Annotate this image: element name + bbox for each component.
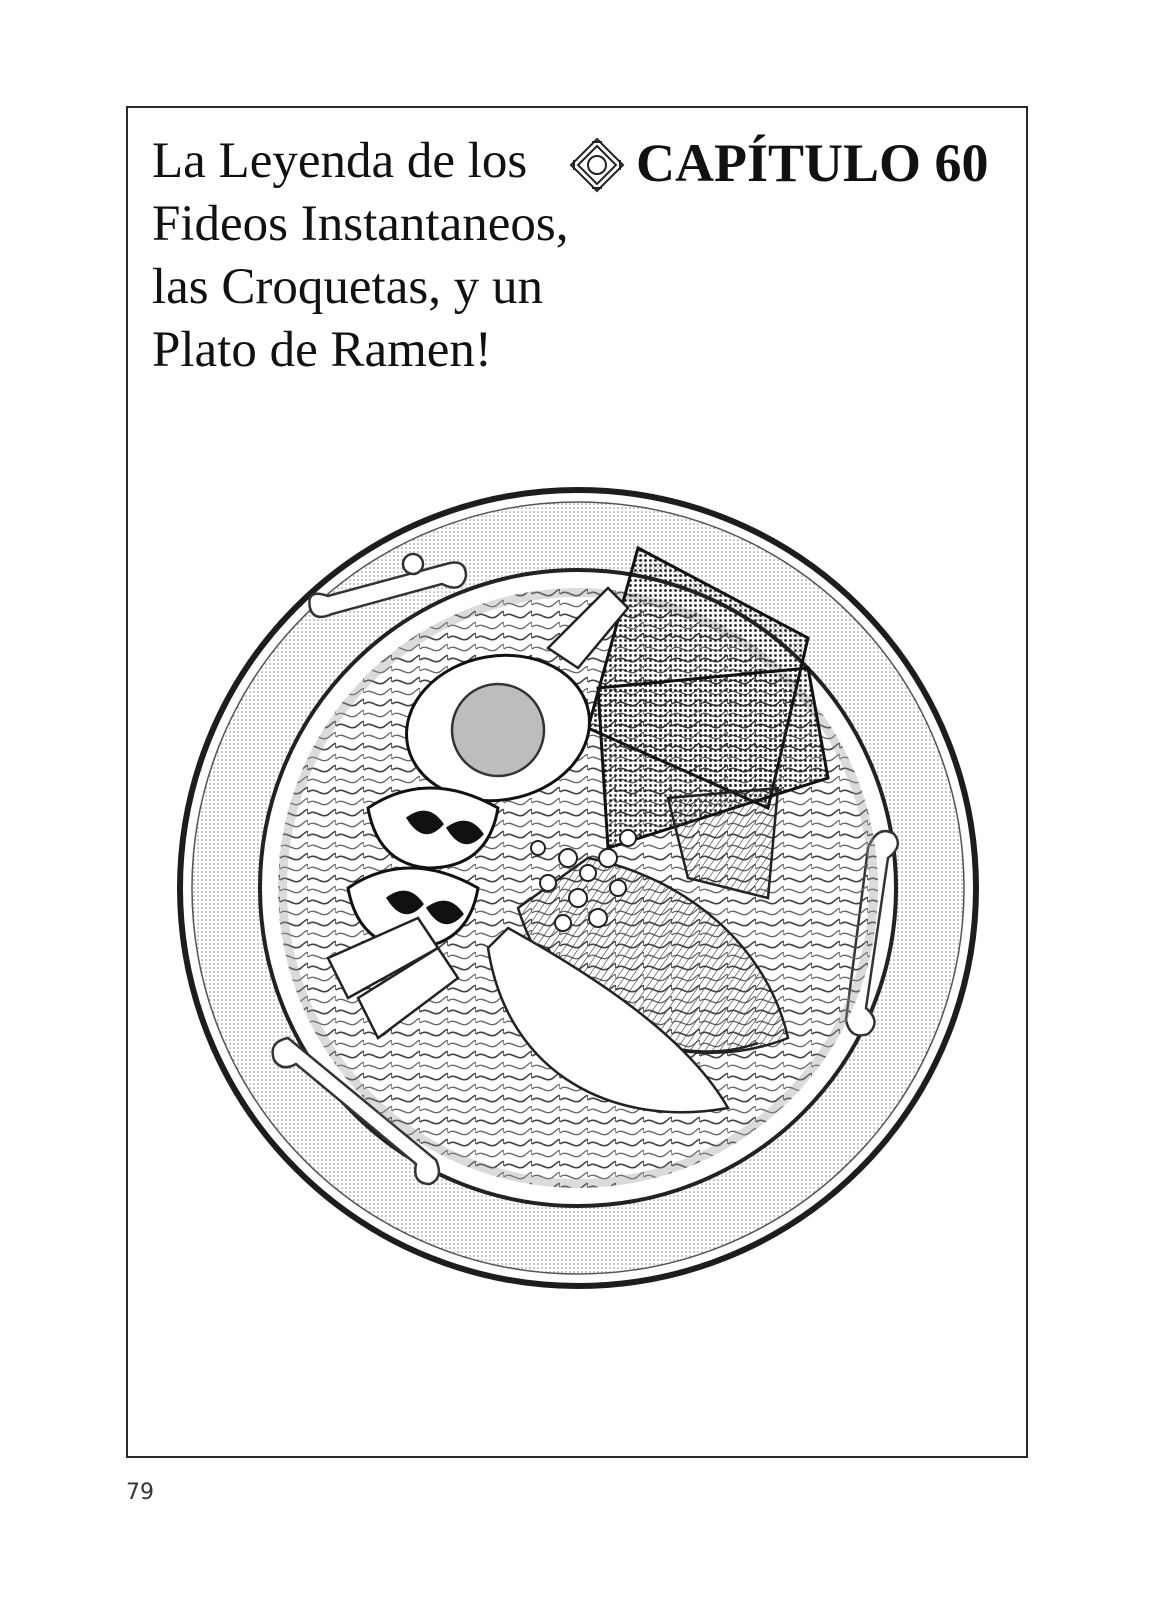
title-line-1: La Leyenda de los — [152, 133, 528, 189]
ramen-bowl-icon — [168, 478, 988, 1298]
title-line-3: las Croquetas, y un — [152, 259, 543, 315]
manga-panel — [126, 106, 1028, 1458]
chapter-number: CAPÍTULO 60 — [636, 133, 989, 193]
title-line-2: Fideos Instantaneos, — [152, 196, 569, 252]
diamond-knot-icon — [568, 136, 626, 194]
chapter-title — [152, 130, 632, 382]
title-line-4: Plato de Ramen! — [152, 322, 492, 378]
page-number: 79 — [126, 1480, 154, 1505]
